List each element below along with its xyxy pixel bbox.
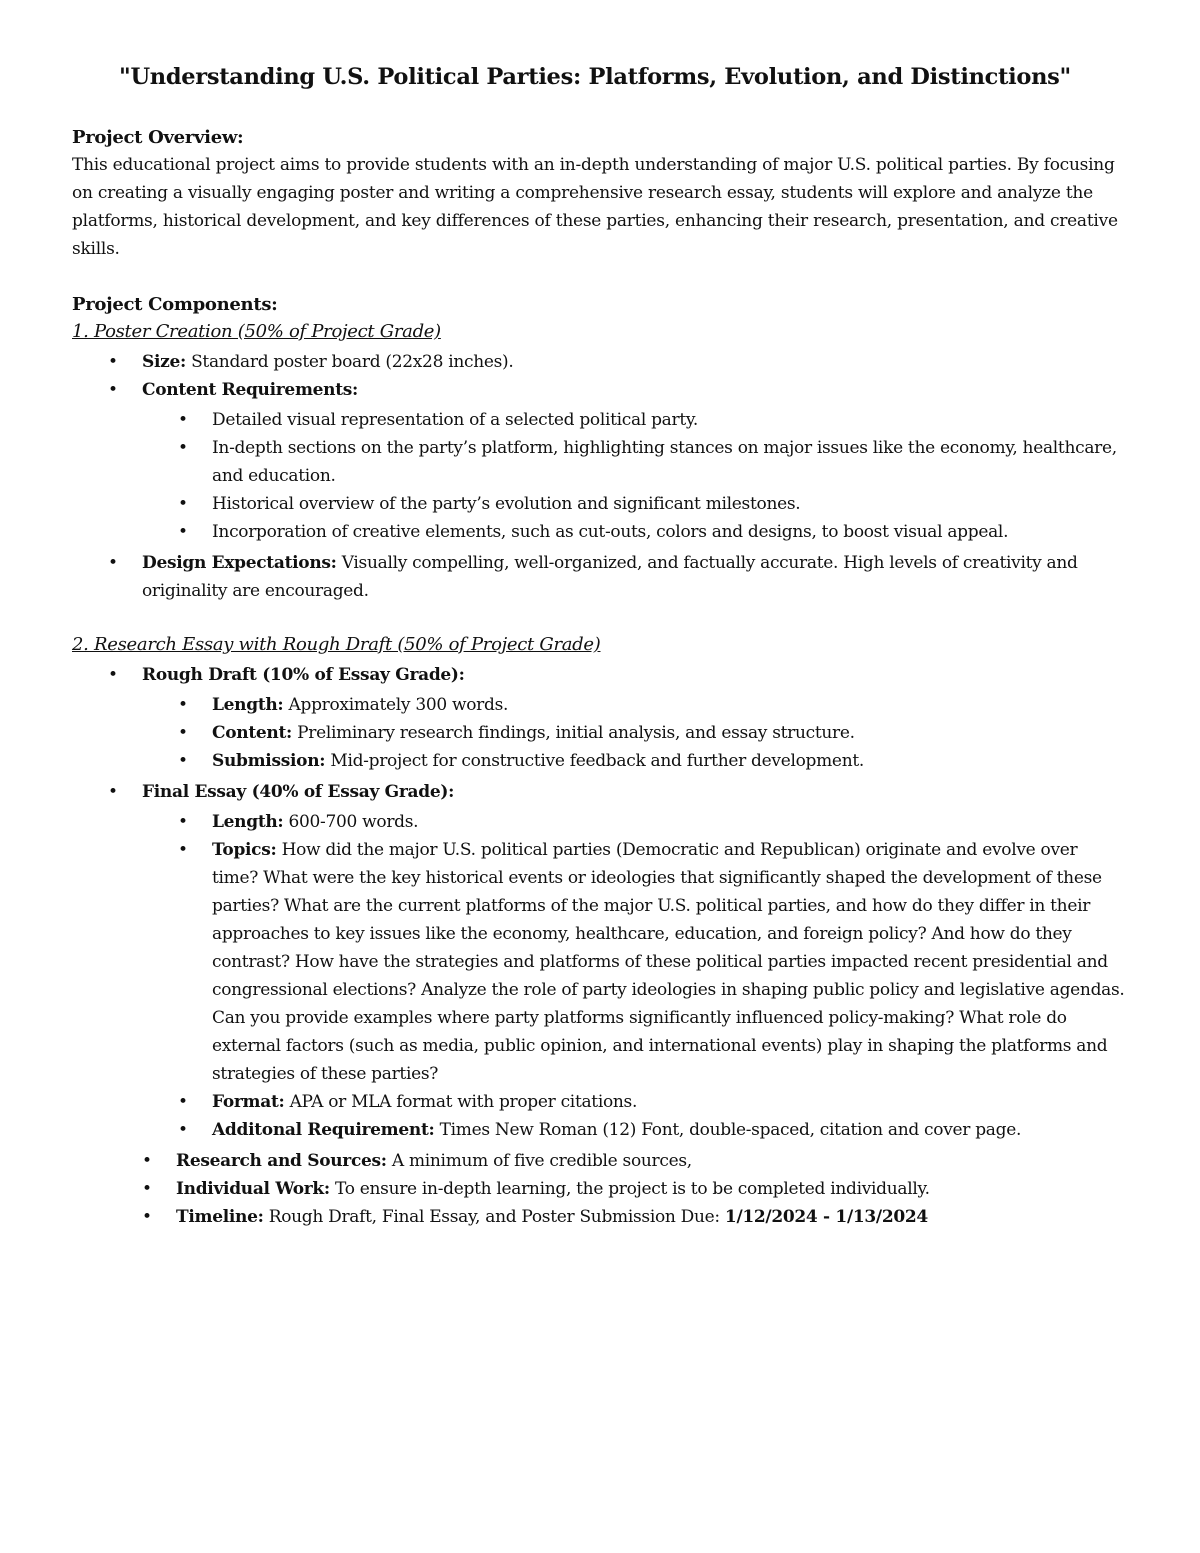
individual-text: To ensure in-depth learning, the project is to be completed individually. [329, 1179, 930, 1199]
components-heading: Project Components: [72, 294, 278, 315]
research-text: A minimum of five credible sources, [386, 1151, 692, 1171]
item-label: Content: [212, 723, 292, 743]
list-item [212, 719, 1128, 747]
list-item: • Detailed visual representation of a selected political party. [212, 406, 1128, 434]
list-item: • Historical overview of the party’s evolution and significant milestones. [212, 490, 1128, 518]
list-item: • In-depth sections on the party’s platform, highlighting stances on major issues like the economy, healthcare, and education. [212, 434, 1128, 490]
list-item [176, 1175, 1128, 1203]
item-label: Additonal Requirement: [212, 1120, 435, 1140]
list-item [142, 778, 1128, 1144]
content-requirements-label: Content Requirements: [142, 380, 359, 400]
research-label: Research and Sources: [176, 1151, 387, 1171]
rough-draft-label: Rough Draft (10% of Essay Grade): [142, 665, 465, 685]
list-item [212, 747, 1128, 775]
item-text: Mid-project for constructive feedback and further development. [325, 751, 864, 771]
item-label: Length: [212, 812, 284, 832]
individual-label: Individual Work: [176, 1179, 330, 1199]
design-text: Visually compelling, well-organized, and factually accurate. High levels of creativity and originality are encouraged. [142, 553, 1078, 601]
design-label: Design Expectations: [142, 553, 337, 573]
item-label: Format: [212, 1092, 285, 1112]
rough-draft-list [212, 691, 1128, 775]
final-essay-list [212, 808, 1128, 1144]
timeline-label: Timeline: [176, 1207, 264, 1227]
list-item [212, 836, 1128, 1088]
content-requirements-list [212, 406, 1128, 546]
extra-list [176, 1147, 1128, 1231]
poster-heading: 1. Poster Creation (50% of Project Grade) [72, 321, 441, 342]
item-text: 600-700 words. [283, 812, 419, 832]
item-text: Approximately 300 words. [283, 695, 509, 715]
item-label: Length: [212, 695, 284, 715]
overview-heading: Project Overview: [72, 127, 244, 148]
list-item [142, 549, 1128, 605]
item-label: Topics: [212, 840, 277, 860]
poster-list [142, 348, 1128, 605]
document-title: "Understanding U.S. Political Parties: Platforms, Evolution, and Distinctions" [119, 64, 1071, 90]
list-item [176, 1203, 1128, 1231]
item-text: APA or MLA format with proper citations. [284, 1092, 638, 1112]
item-text: How did the major U.S. political parties (Democratic and Republican) originate and evolve over time? What were the key historical events or ideologies that significantly shaped the development of these parties? What are the current platforms of the major U.S. political parties, and how do they differ in their approaches to key issues like the economy, healthcare, education, and foreign policy? And how do they contrast? How have the strategies and platforms of these political parties impacted recent presidential and congressional elections? Analyze the role of party ideologies in shaping public policy and legislative agendas. Can you provide examples where party platforms significantly influenced policy-making? What role do external factors (such as media, public opinion, and international events) play in shaping the platforms and strategies of these parties? [212, 840, 1125, 1084]
essay-heading: 2. Research Essay with Rough Draft (50% of Project Grade) [72, 634, 601, 655]
list-item [176, 1147, 1128, 1175]
list-item [142, 661, 1128, 775]
overview-text: This educational project aims to provide students with an in-depth understanding of major U.S. political parties. By focusing on creating a visually engaging poster and writing a comprehensive research essay, students will explore and analyze the platforms, historical development, and key differences of these parties, enhancing their research, presentation, and creative skills. [72, 155, 1118, 259]
item-text: Preliminary research findings, initial analysis, and essay structure. [292, 723, 855, 743]
list-item [142, 376, 1128, 546]
list-item [212, 1088, 1128, 1116]
timeline-text: Rough Draft, Final Essay, and Poster Submission Due: [263, 1207, 725, 1227]
essay-list [142, 661, 1128, 1144]
list-item [142, 348, 1128, 376]
size-text: Standard poster board (22x28 inches). [185, 352, 514, 372]
item-label: Submission: [212, 751, 326, 771]
list-item [212, 1116, 1128, 1144]
timeline-date: 1/12/2024 - 1/13/2024 [724, 1207, 928, 1227]
item-text: Times New Roman (12) Font, double-spaced, citation and cover page. [434, 1120, 1022, 1140]
list-item [212, 691, 1128, 719]
list-item: • Incorporation of creative elements, such as cut-outs, colors and designs, to boost visual appeal. [212, 518, 1128, 546]
final-essay-label: Final Essay (40% of Essay Grade): [142, 782, 455, 802]
size-label: Size: [142, 352, 186, 372]
list-item [212, 808, 1128, 836]
